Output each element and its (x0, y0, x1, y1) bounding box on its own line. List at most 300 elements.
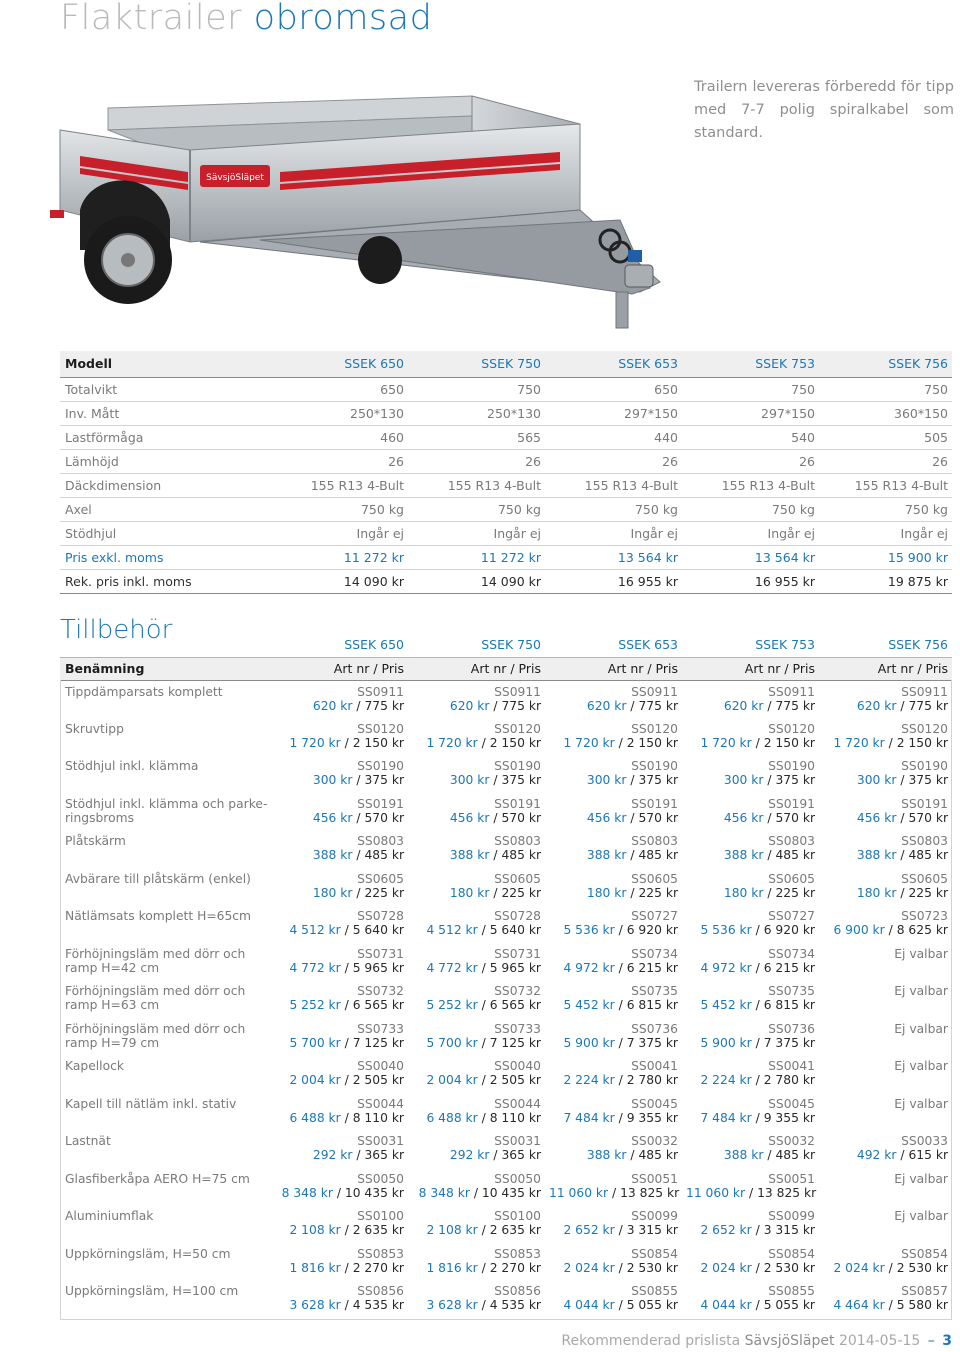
article-number: SS0100 (357, 1209, 404, 1223)
price-separator: / (352, 1148, 365, 1162)
price-line (412, 1261, 541, 1275)
price-separator: / (352, 773, 365, 787)
price-line (549, 1223, 678, 1237)
gross-price: 570 kr (501, 810, 541, 825)
price-separator: / (477, 923, 490, 937)
net-price: 5 536 kr (700, 923, 752, 937)
price-line (686, 886, 815, 900)
page-title-light: Flaktrailer (60, 0, 243, 38)
article-number: SS0734 (768, 946, 815, 961)
net-price: 180 kr (586, 885, 627, 900)
price-separator: / (626, 810, 639, 825)
spec-cell: 155 R13 4-Bult (545, 473, 682, 497)
net-price: 292 kr (449, 1148, 490, 1162)
article-number: SS0803 (901, 834, 948, 848)
net-price: 8 348 kr (418, 1185, 470, 1200)
accessory-price-cell (272, 1205, 408, 1243)
spec-cell: 26 (682, 449, 819, 473)
gross-price: 6 920 kr (626, 923, 678, 937)
price-cell: 11 272 kr (408, 545, 545, 569)
price-line (412, 1073, 541, 1087)
price-line (276, 1261, 404, 1275)
accessory-price-cell (819, 718, 952, 756)
spec-model: SSEK 756 (819, 351, 952, 377)
price-line (686, 1111, 815, 1125)
accessory-price-cell (682, 943, 819, 981)
price-separator: / (477, 1110, 490, 1125)
accessory-price-cell (408, 1130, 545, 1168)
gross-price: 9 355 kr (763, 1110, 815, 1125)
accessory-price-cell (545, 793, 682, 831)
price-separator: / (340, 1260, 353, 1275)
price-separator: / (352, 848, 365, 862)
price-separator: / (884, 1298, 897, 1312)
spec-cell: 297*150 (682, 401, 819, 425)
price-line (549, 1148, 678, 1162)
gross-price: 2 780 kr (763, 1073, 815, 1087)
gross-price: 225 kr (775, 885, 815, 900)
accessory-name: Förhöjningsläm med dörr och ramp H=42 cm (65, 946, 246, 975)
price-separator: / (477, 1298, 490, 1312)
price-line (686, 1073, 815, 1087)
gross-price: 5 580 kr (896, 1298, 948, 1312)
spec-cell: 297*150 (545, 401, 682, 425)
price-separator: / (477, 1260, 490, 1275)
price-line (276, 886, 404, 900)
price-line (823, 923, 948, 937)
spec-header-label: Modell (60, 351, 272, 377)
table-row (60, 1130, 952, 1168)
net-price: 6 488 kr (426, 1110, 478, 1125)
net-price: 388 kr (586, 848, 627, 862)
article-number: SS0033 (901, 1134, 948, 1148)
price-separator: / (614, 998, 627, 1012)
spec-cell: 750 kg (408, 497, 545, 521)
net-price: 5 536 kr (563, 923, 615, 937)
accessory-price-cell (272, 755, 408, 793)
price-cell: 16 955 kr (545, 569, 682, 593)
accessory-price-cell (545, 830, 682, 868)
accessory-price-cell (408, 905, 545, 943)
price-line (412, 886, 541, 900)
gross-price: 365 kr (364, 1148, 404, 1162)
gross-price: 5 965 kr (489, 960, 541, 975)
price-line (823, 811, 948, 825)
accessories-model: SSEK 753 (682, 633, 819, 657)
gross-price: 6 215 kr (626, 960, 678, 975)
price-separator: / (884, 1260, 897, 1275)
gross-price: 2 530 kr (763, 1260, 815, 1275)
article-number: SS0191 (357, 796, 404, 811)
net-price: 620 kr (449, 698, 490, 713)
net-price: 388 kr (312, 848, 353, 862)
gross-price: 4 535 kr (489, 1298, 541, 1312)
table-row (60, 1280, 952, 1319)
article-number: SS0733 (494, 1021, 541, 1036)
spec-row-label: Rek. pris inkl. moms (60, 569, 272, 593)
table-row (60, 943, 952, 981)
price-line (549, 811, 678, 825)
spec-cell: 650 (272, 377, 408, 401)
gross-price: 775 kr (501, 698, 541, 713)
accessory-price-cell (682, 868, 819, 906)
gross-price: 485 kr (638, 848, 678, 862)
article-number: SS0120 (494, 721, 541, 736)
price-line (276, 998, 404, 1012)
accessory-price-cell (819, 1168, 952, 1206)
article-number: SS0605 (768, 871, 815, 886)
price-line (686, 1223, 815, 1237)
price-separator: / (340, 998, 353, 1012)
gross-price: 375 kr (908, 773, 948, 787)
article-number: SS0100 (494, 1209, 541, 1223)
spec-cell: Ingår ej (272, 521, 408, 545)
price-line (686, 998, 815, 1012)
accessory-name: Kapell till nätläm inkl. stativ (65, 1096, 237, 1111)
net-price: 492 kr (856, 1148, 897, 1162)
gross-price: 225 kr (364, 885, 404, 900)
accessory-name: Skruvtipp (65, 721, 124, 736)
article-number: SS0190 (631, 759, 678, 773)
gross-price: 2 150 kr (763, 735, 815, 750)
spec-cell: 750 kg (545, 497, 682, 521)
footer-brand: SävsjöSläpet (744, 1333, 835, 1349)
price-separator: / (614, 1110, 627, 1125)
article-number: SS0736 (631, 1021, 678, 1036)
gross-price: 485 kr (775, 1148, 815, 1162)
gross-price: 6 565 kr (489, 998, 541, 1012)
article-number: SS0050 (357, 1171, 404, 1186)
net-price: 6 900 kr (833, 923, 885, 937)
price-separator: / (489, 698, 502, 713)
accessory-price-cell (545, 718, 682, 756)
accessory-price-cell (819, 943, 952, 981)
spec-cell: 155 R13 4-Bult (682, 473, 819, 497)
spec-model: SSEK 650 (272, 351, 408, 377)
net-price: 300 kr (723, 773, 764, 787)
accessory-price-cell (545, 1205, 682, 1243)
net-price: 4 772 kr (426, 960, 478, 975)
accessory-price-cell (819, 1205, 952, 1243)
accessory-price-cell (545, 1018, 682, 1056)
col-price-header: Art nr / Pris (272, 657, 408, 680)
gross-price: 485 kr (908, 848, 948, 862)
price-line (823, 1261, 948, 1275)
gross-price: 775 kr (638, 698, 678, 713)
price-line (412, 773, 541, 787)
article-number: SS0727 (768, 909, 815, 923)
price-line (276, 1111, 404, 1125)
accessory-price-cell (819, 830, 952, 868)
price-line (276, 1186, 404, 1200)
accessory-price-cell (545, 1243, 682, 1281)
accessory-price-cell (408, 718, 545, 756)
spec-cell: 460 (272, 425, 408, 449)
article-number: SS0735 (631, 984, 678, 998)
price-line (686, 1298, 815, 1312)
accessory-price-cell (272, 1093, 408, 1131)
article-number: SS0120 (901, 721, 948, 736)
net-price: 180 kr (856, 885, 897, 900)
price-line (276, 1148, 404, 1162)
gross-price: 9 355 kr (626, 1110, 678, 1125)
price-separator: / (352, 698, 365, 713)
net-price: 11 060 kr (686, 1185, 746, 1200)
price-cell: 19 875 kr (819, 569, 952, 593)
net-price: 620 kr (586, 698, 627, 713)
price-separator: / (489, 848, 502, 862)
article-number: SS0728 (357, 909, 404, 923)
price-line (823, 886, 948, 900)
accessories-model: SSEK 650 (272, 633, 408, 657)
accessory-price-cell (682, 1205, 819, 1243)
gross-price: 2 270 kr (489, 1260, 541, 1275)
gross-price: 570 kr (638, 810, 678, 825)
gross-price: 2 505 kr (489, 1073, 541, 1087)
price-separator: / (626, 773, 639, 787)
net-price: 292 kr (312, 1148, 353, 1162)
price-cell: 16 955 kr (682, 569, 819, 593)
gross-price: 3 315 kr (763, 1223, 815, 1237)
gross-price: 375 kr (638, 773, 678, 787)
accessory-name: Aluminiumflak (65, 1209, 154, 1223)
net-price: 1 816 kr (426, 1260, 478, 1275)
table-row (60, 718, 952, 756)
accessory-price-cell (545, 755, 682, 793)
price-line (549, 1073, 678, 1087)
not-available-label: Ej valbar (894, 1171, 948, 1186)
accessory-price-cell (819, 755, 952, 793)
price-line (823, 848, 948, 862)
footer-dash: – (927, 1333, 935, 1349)
spec-table (60, 351, 952, 594)
accessory-name: Nätlämsats komplett H=65cm (65, 909, 252, 923)
accessory-price-cell (408, 1243, 545, 1281)
price-separator: / (896, 1148, 909, 1162)
accessory-price-cell (272, 830, 408, 868)
spec-row (60, 497, 952, 521)
net-price: 1 816 kr (289, 1260, 341, 1275)
net-price: 456 kr (312, 810, 353, 825)
spec-cell: 26 (819, 449, 952, 473)
accessory-price-cell (545, 905, 682, 943)
price-separator: / (751, 1110, 764, 1125)
gross-price: 2 635 kr (352, 1223, 404, 1237)
gross-price: 5 640 kr (352, 923, 404, 937)
net-price: 1 720 kr (700, 735, 752, 750)
gross-price: 6 815 kr (763, 998, 815, 1012)
article-number: SS0191 (494, 796, 541, 811)
price-line (412, 1148, 541, 1162)
article-number: SS0099 (631, 1209, 678, 1223)
spec-price-incl-row (60, 569, 952, 593)
article-number: SS0736 (768, 1021, 815, 1036)
price-line (823, 699, 948, 713)
net-price: 180 kr (312, 885, 353, 900)
accessory-price-cell (819, 868, 952, 906)
article-number: SS0855 (768, 1284, 815, 1298)
net-price: 5 700 kr (426, 1035, 478, 1050)
net-price: 300 kr (312, 773, 353, 787)
price-separator: / (896, 885, 909, 900)
accessory-price-cell (545, 980, 682, 1018)
price-line (549, 699, 678, 713)
price-line (686, 1186, 815, 1200)
net-price: 1 720 kr (426, 735, 478, 750)
net-price: 11 060 kr (549, 1185, 609, 1200)
price-line (686, 699, 815, 713)
gross-price: 2 150 kr (896, 735, 948, 750)
accessory-price-cell (682, 718, 819, 756)
price-line (549, 1036, 678, 1050)
gross-price: 2 150 kr (626, 735, 678, 750)
price-line (412, 961, 541, 975)
article-number: SS0856 (494, 1284, 541, 1298)
accessory-price-cell (408, 1055, 545, 1093)
price-cell: 14 090 kr (408, 569, 545, 593)
accessory-price-cell (272, 980, 408, 1018)
table-row (60, 1243, 952, 1281)
accessory-price-cell (408, 755, 545, 793)
gross-price: 2 530 kr (626, 1260, 678, 1275)
table-row (60, 1205, 952, 1243)
accessories-column-header (60, 657, 952, 680)
table-row (60, 830, 952, 868)
price-separator: / (340, 923, 353, 937)
price-line (549, 961, 678, 975)
accessory-price-cell (545, 943, 682, 981)
net-price: 388 kr (723, 848, 764, 862)
article-number: SS0044 (357, 1096, 404, 1111)
accessory-price-cell (408, 1018, 545, 1056)
price-cell: 13 564 kr (682, 545, 819, 569)
gross-price: 7 375 kr (763, 1035, 815, 1050)
accessory-price-cell (272, 1018, 408, 1056)
article-number: SS0856 (357, 1284, 404, 1298)
article-number: SS0050 (494, 1171, 541, 1186)
article-number: SS0911 (631, 684, 678, 699)
accessory-price-cell (682, 1055, 819, 1093)
table-row (60, 980, 952, 1018)
net-price: 4 044 kr (700, 1298, 752, 1312)
accessory-price-cell (272, 905, 408, 943)
price-line (823, 736, 948, 750)
gross-price: 2 150 kr (352, 735, 404, 750)
price-separator: / (745, 1185, 758, 1200)
table-row (60, 868, 952, 906)
accessories-model: SSEK 756 (819, 633, 952, 657)
accessory-price-cell (819, 1280, 952, 1319)
gross-price: 5 055 kr (626, 1298, 678, 1312)
price-line (686, 1261, 815, 1275)
price-line (412, 923, 541, 937)
gross-price: 2 635 kr (489, 1223, 541, 1237)
net-price: 5 452 kr (563, 998, 615, 1012)
net-price: 2 652 kr (700, 1223, 752, 1237)
article-number: SS0803 (494, 834, 541, 848)
price-separator: / (626, 1148, 639, 1162)
spec-row-label: Lastförmåga (60, 425, 272, 449)
gross-price: 570 kr (908, 810, 948, 825)
price-line (549, 736, 678, 750)
accessories-model: SSEK 750 (408, 633, 545, 657)
net-price: 388 kr (449, 848, 490, 862)
net-price: 4 772 kr (289, 960, 341, 975)
accessory-price-cell (682, 793, 819, 831)
net-price: 4 512 kr (426, 923, 478, 937)
article-number: SS0605 (631, 871, 678, 886)
article-number: SS0190 (494, 759, 541, 773)
page-number: 3 (942, 1333, 952, 1349)
accessory-name: Uppkörningsläm, H=100 cm (65, 1284, 239, 1298)
price-separator: / (896, 698, 909, 713)
article-number: SS0803 (768, 834, 815, 848)
accessory-price-cell (819, 1130, 952, 1168)
accessory-price-cell (408, 943, 545, 981)
article-number: SS0041 (768, 1059, 815, 1073)
spec-model: SSEK 653 (545, 351, 682, 377)
price-separator: / (332, 1185, 345, 1200)
col-price-header: Art nr / Pris (408, 657, 545, 680)
accessory-name: Lastnät (65, 1134, 111, 1148)
article-number: SS0732 (494, 984, 541, 998)
gross-price: 3 315 kr (626, 1223, 678, 1237)
spec-cell: 750 (408, 377, 545, 401)
price-separator: / (352, 885, 365, 900)
net-price: 2 108 kr (426, 1223, 478, 1237)
net-price: 2 024 kr (833, 1260, 885, 1275)
price-separator: / (614, 1223, 627, 1237)
article-number: SS0041 (631, 1059, 678, 1073)
price-line (686, 736, 815, 750)
accessory-price-cell (272, 1243, 408, 1281)
article-number: SS0605 (357, 871, 404, 886)
article-number: SS0032 (768, 1134, 815, 1148)
spec-price-excl-row (60, 545, 952, 569)
not-available-label: Ej valbar (894, 1021, 948, 1036)
accessory-price-cell (272, 718, 408, 756)
spec-cell: 440 (545, 425, 682, 449)
gross-price: 2 780 kr (626, 1073, 678, 1087)
spec-model: SSEK 750 (408, 351, 545, 377)
net-price: 388 kr (856, 848, 897, 862)
price-separator: / (626, 848, 639, 862)
gross-price: 8 110 kr (352, 1110, 404, 1125)
price-line (823, 1148, 948, 1162)
accessory-price-cell (682, 1130, 819, 1168)
net-price: 1 720 kr (563, 735, 615, 750)
accessory-price-cell (408, 868, 545, 906)
net-price: 5 900 kr (700, 1035, 752, 1050)
accessory-price-cell (408, 680, 545, 718)
price-separator: / (614, 1035, 627, 1050)
article-number: SS0031 (357, 1134, 404, 1148)
accessory-price-cell (272, 793, 408, 831)
price-line (686, 923, 815, 937)
price-separator: / (340, 1223, 353, 1237)
accessory-price-cell (682, 1243, 819, 1281)
price-line (276, 1073, 404, 1087)
article-number: SS0732 (357, 984, 404, 998)
gross-price: 225 kr (501, 885, 541, 900)
article-number: SS0190 (357, 759, 404, 773)
accessory-price-cell (408, 1168, 545, 1206)
spec-cell: 250*130 (272, 401, 408, 425)
net-price: 6 488 kr (289, 1110, 341, 1125)
article-number: SS0120 (631, 721, 678, 736)
gross-price: 2 270 kr (352, 1260, 404, 1275)
price-cell: 14 090 kr (272, 569, 408, 593)
